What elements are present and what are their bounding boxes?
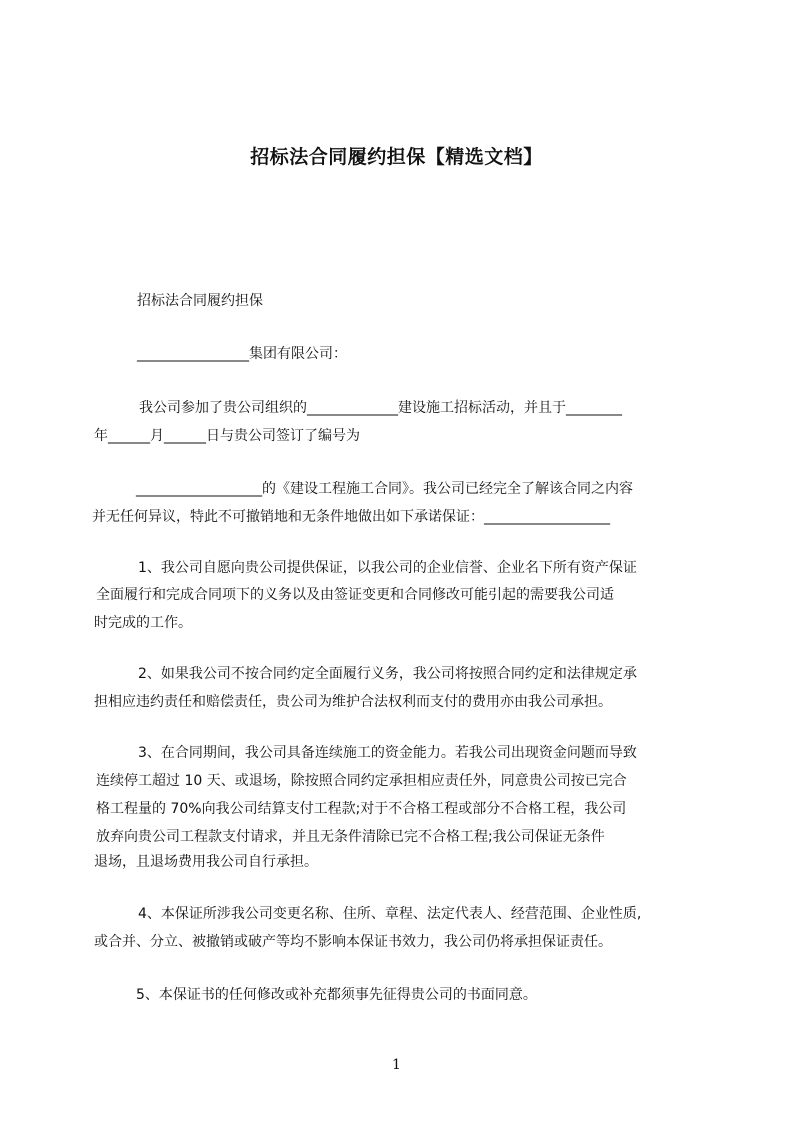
document-title: 招标法合同履约担保【精选文档】	[250, 146, 543, 168]
clause-2-line-1: 2、如果我公司不按合同约定全面履行义务，我公司将按照合同约定和法律规定承	[138, 666, 637, 682]
clause-3-line-2: 连续停工超过 10 天、或退场，除按照合同约定承担相应责任外，同意贵公司按已完合	[96, 773, 627, 789]
intro-line-1: 我公司参加了贵公司组织的_____________建设施工招标活动，并且于________	[139, 400, 622, 416]
clause-3-line-4: 放弃向贵公司工程款支付请求，并且无条件清除已完不合格工程;我公司保证无条件	[96, 829, 605, 845]
clause-1-line-2: 全面履行和完成合同项下的义务以及由签证变更和合同修改可能引起的需要我公司适	[96, 587, 614, 603]
clause-2-line-2: 担相应违约责任和赔偿责任，贵公司为维护合法权利而支付的费用亦由我公司承担。	[94, 694, 612, 710]
clause-3-line-3: 格工程量的 70%向我公司结算支付工程款;对于不合格工程或部分不合格工程，我公司	[96, 801, 627, 817]
page-number: 1	[392, 1057, 401, 1073]
addressee-line: ________________集团有限公司：	[137, 346, 347, 362]
clause-3-line-1: 3、在合同期间，我公司具备连续施工的资金能力。若我公司出现资金问题而导致	[138, 745, 637, 761]
intro-line-4: 并无任何异议，特此不可撤销地和无条件地做出如下承诺保证：__________________	[92, 509, 610, 525]
intro-line-3: __________________的《建设工程施工合同》。我公司已经完全了解该合同之内容	[136, 481, 633, 497]
intro-line-2: 年______月______日与贵公司签订了编号为	[94, 428, 360, 444]
clause-3-line-5: 退场，且退场费用我公司自行承担。	[94, 854, 318, 870]
clause-5-line-1: 5、本保证书的任何修改或补充都须事先征得贵公司的书面同意。	[136, 987, 537, 1003]
clause-1-line-1: 1、我公司自愿向贵公司提供保证，以我公司的企业信誉、企业名下所有资产保证	[138, 560, 637, 576]
clause-1-line-3: 时完成的工作。	[94, 615, 192, 631]
document-subtitle: 招标法合同履约担保	[137, 293, 263, 309]
clause-4-line-2: 或合并、分立、被撤销或破产等均不影响本保证书效力，我公司仍将承担保证责任。	[94, 934, 612, 950]
clause-4-line-1: 4、本保证所涉我公司变更名称、住所、章程、法定代表人、经营范围、企业性质,	[138, 906, 642, 922]
